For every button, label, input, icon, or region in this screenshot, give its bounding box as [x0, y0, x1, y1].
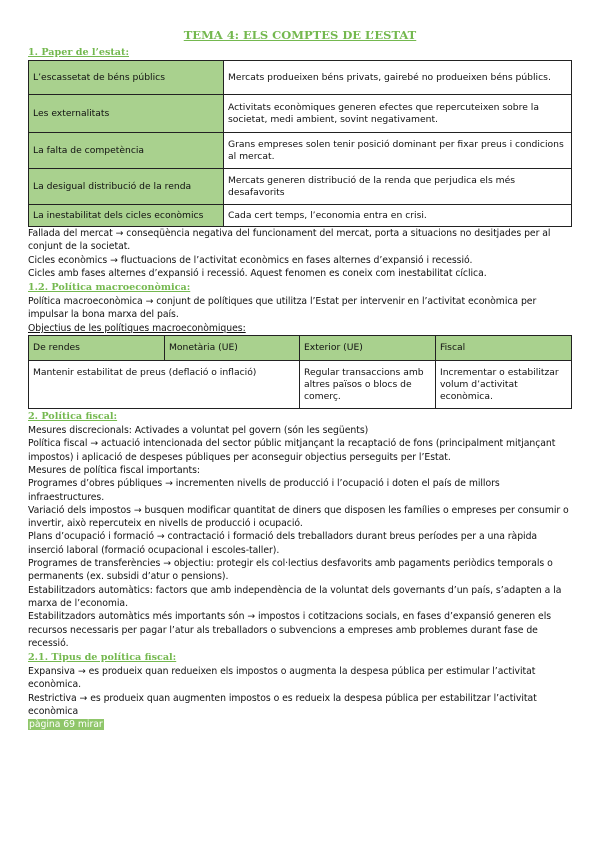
- table-row: [29, 361, 572, 409]
- table-row: [29, 61, 572, 95]
- header-fiscal: Fiscal: [436, 336, 572, 361]
- table-cell-concept: L’escassetat de béns públics: [29, 61, 224, 95]
- market-failures-table: [28, 60, 572, 227]
- header-exterior: Exterior (UE): [300, 336, 436, 361]
- paragraph: Política fiscal → actuació intencionada del sector públic mitjançant la recaptació de fons (principalment mitjançant impostos) i aplicació de despeses públiques per aconseguir objectius perseguits per l’Estat.: [28, 438, 556, 463]
- table-row: [29, 133, 572, 169]
- table-cell-description: Mercats produeixen béns privats, gairebé no produeixen béns públics.: [224, 61, 572, 95]
- table-cell-description: Grans empreses solen tenir posició dominant per fixar preus i condicions al mercat.: [224, 133, 572, 169]
- paragraph: Estabilitzadors automàtics: factors que amb independència de la voluntat dels governants d’un país, s’adapten a la marxa de l’economia.: [28, 584, 562, 609]
- table-cell-concept: La inestabilitat dels cicles econòmics: [29, 205, 224, 227]
- paragraph: Cicles econòmics → fluctuacions de l’activitat econòmics en fases alternes d’expansió i recessió.: [28, 254, 473, 266]
- cell-exterior: Regular transaccions amb altres països o blocs de comerç.: [300, 361, 436, 409]
- document-page: [28, 28, 572, 732]
- table-cell-description: Mercats generen distribució de la renda que perjudica els més desafavorits: [224, 169, 572, 205]
- table-cell-concept: La desigual distribució de la renda: [29, 169, 224, 205]
- table-header-row: [29, 336, 572, 361]
- table-row: [29, 95, 572, 133]
- table-row: [29, 205, 572, 227]
- highlighted-note: pàgina 69 mirar: [29, 719, 103, 731]
- section-heading-2: 2. Política fiscal:: [28, 411, 118, 423]
- highlight-note-line: [28, 718, 572, 731]
- paragraph: Mesures discrecionals: Activades a voluntat pel govern (són les següents): [28, 425, 369, 437]
- page-title: TEMA 4: ELS COMPTES DE L’ESTAT: [183, 28, 417, 42]
- section-heading-1-2: 1.2. Política macroeconòmica:: [28, 282, 191, 294]
- paragraph: Programes de transferències → objectiu: protegir els col·lectius desfavorits amb pagaments periòdics temporals o permanents (ex. subsidi d’atur o pensions).: [28, 558, 553, 583]
- paragraph: Programes d’obres públiques → incrementen nivells de producció i l’ocupació i doten el país de millors infraestructures.: [28, 478, 500, 503]
- paragraph: Mesures de política fiscal importants:: [28, 464, 200, 476]
- paragraph: Plans d’ocupació i formació → contractació i formació dels treballadors durant breus períodes per a una ràpida inserció laboral (formació ocupacional i escoles-taller).: [28, 531, 538, 556]
- macro-policies-table: [28, 335, 572, 409]
- paragraph: Estabilitzadors automàtics més importants són → impostos i cotitzacions socials, en fases d’expansió generen els recursos necessaris per pagar l’atur als treballadors o subvencions a empreses amb problemes durant fase de recessió.: [28, 611, 552, 649]
- paragraph: Cicles amb fases alternes d’expansió i recessió. Aquest fenomen es coneix com inestabilitat cíclica.: [28, 267, 487, 279]
- table-cell-description: Activitats econòmiques generen efectes que repercuteixen sobre la societat, medi ambient, sovint negativament.: [224, 95, 572, 133]
- table-row: [29, 169, 572, 205]
- paragraph: Variació dels impostos → busquen modificar quantitat de diners que disposen les famílies o empreses per consumir o invertir, això repercuteix en nivells de producció i ocupació.: [28, 504, 569, 530]
- section-heading-2-1: 2.1. Tipus de política fiscal:: [28, 652, 177, 664]
- table-cell-description: Cada cert temps, l’economia entra en crisi.: [224, 205, 572, 227]
- table-cell-concept: Les externalitats: [29, 95, 224, 133]
- header-monetaria: Monetària (UE): [165, 336, 300, 361]
- header-rendes: De rendes: [29, 336, 165, 361]
- paragraph: Política macroeconòmica → conjunt de polítiques que utilitza l’Estat per intervenir en l’activitat econòmica per impulsar la bona marxa del país.: [28, 296, 537, 321]
- paragraph: Expansiva → es produeix quan redueixen els impostos o augmenta la despesa pública per estimular l’activitat econòmica.: [28, 666, 536, 691]
- objectives-label: Objectius de les polítiques macroeconòmiques:: [28, 322, 246, 334]
- table-cell-concept: La falta de competència: [29, 133, 224, 169]
- section-heading-1: 1. Paper de l’estat:: [28, 47, 129, 58]
- paragraph: Fallada del mercat → conseqüència negativa del funcionament del mercat, porta a situacions no desitjades per al conjunt de la societat.: [28, 228, 551, 253]
- cell-rendes-monetaria: Mantenir estabilitat de preus (deflació o inflació): [29, 361, 300, 409]
- cell-fiscal: Incrementar o estabilitzar volum d’activitat econòmica.: [436, 361, 572, 409]
- paragraph: Restrictiva → es produeix quan augmenten impostos o es redueix la despesa pública per estabilitzar l’activitat econòmica: [28, 692, 537, 718]
